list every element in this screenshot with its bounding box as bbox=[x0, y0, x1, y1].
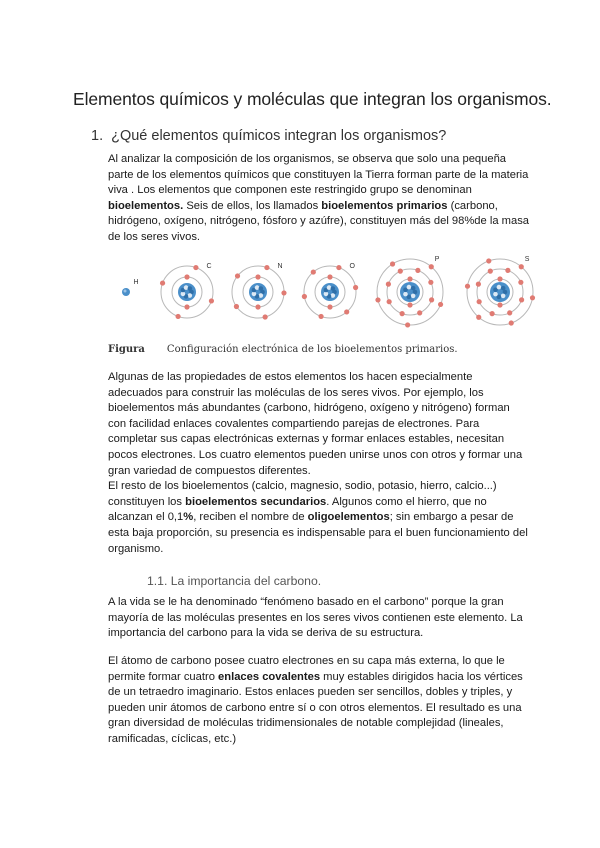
bold-term: oligoelementos bbox=[307, 511, 390, 524]
bold-term: bioelementos secundarios bbox=[185, 495, 327, 508]
text-run: (carbono, hidrógeno, oxígeno, nitrógeno, fósforo y azúfre), constituyen más del 98%de la masa de los seres vivos. bbox=[108, 199, 530, 243]
electron bbox=[353, 285, 358, 290]
nucleon bbox=[501, 294, 506, 299]
electron bbox=[476, 315, 481, 320]
electron bbox=[530, 295, 535, 300]
electron bbox=[509, 320, 514, 325]
bold-term: % bbox=[183, 511, 194, 524]
nucleon bbox=[187, 293, 192, 298]
electron bbox=[429, 264, 434, 269]
electron bbox=[160, 280, 165, 285]
electron bbox=[405, 322, 410, 327]
atom-symbol: P bbox=[434, 256, 440, 263]
text-run: Al analizar la composición de los organismos, se observa que solo una pequeña parte de los elementos químicos que constituyen la Tierra forman parte de la materia viva . Los elementos que componen este restringido grupo se denominan bbox=[108, 153, 529, 197]
electron bbox=[255, 304, 260, 309]
electron bbox=[234, 304, 239, 309]
electron bbox=[518, 280, 523, 285]
electron bbox=[255, 274, 260, 279]
electron-configuration-figure bbox=[108, 252, 548, 332]
electron bbox=[386, 282, 391, 287]
electron bbox=[263, 314, 268, 319]
bold-term: enlaces covalentes bbox=[218, 670, 321, 683]
electron bbox=[465, 284, 470, 289]
electron bbox=[318, 314, 323, 319]
text-run: Seis de ellos, los llamados bbox=[183, 199, 322, 212]
text-run: El átomo de carbono posee cuatro electrones en su capa más externa, lo que le permite formar cuatro bbox=[108, 655, 505, 683]
electron bbox=[311, 269, 316, 274]
electron bbox=[398, 269, 403, 274]
text-run: Algunas de las propiedades de estos elementos los hacen especialmente adecuados para construir las moléculas de los seres vivos. Por ejemplo, los bioelementos más abundantes (carbono, hidrógeno, oxígeno y nitrógeno) forman con facilidad enlaces covalentes compartiendo parejas de electrones. Para completar sus capas electrónicas externas y formar enlaces estables, necesitan pocos electrones. Los cuatro elementos pueden unirse unos con otros y formar una gran variedad de compuestos diferentes. bbox=[108, 371, 523, 477]
electron bbox=[387, 299, 392, 304]
atom-symbol: S bbox=[524, 256, 530, 263]
atom-C bbox=[160, 263, 214, 319]
electron bbox=[505, 268, 510, 273]
electron bbox=[193, 265, 198, 270]
nucleon bbox=[184, 285, 189, 290]
bold-term: bioelementos. bbox=[108, 199, 184, 212]
text-run: El resto de los bioelementos (calcio, magnesio, sodio, potasio, hierro, calcio...) constituyen los bbox=[108, 480, 497, 508]
electron bbox=[281, 290, 286, 295]
electron bbox=[429, 297, 434, 302]
nucleon bbox=[501, 286, 506, 291]
subsection-heading: 1.1. La importancia del carbono. bbox=[147, 574, 322, 588]
electron bbox=[486, 258, 491, 263]
electron bbox=[336, 265, 341, 270]
nucleon bbox=[331, 286, 336, 291]
section-heading bbox=[91, 128, 446, 144]
nucleon bbox=[181, 292, 186, 297]
electron bbox=[400, 311, 405, 316]
nucleon bbox=[411, 294, 416, 299]
nucleon bbox=[124, 290, 127, 293]
section-heading-text: ¿Qué elementos químicos integran los organismos? bbox=[111, 128, 447, 144]
electron bbox=[438, 302, 443, 307]
electron bbox=[327, 304, 332, 309]
electron bbox=[302, 294, 307, 299]
electron bbox=[415, 268, 420, 273]
atom-symbol: O bbox=[349, 263, 355, 270]
figure-caption-text: Configuración electrónica de los bioelementos primarios. bbox=[166, 344, 458, 355]
atom-symbol: C bbox=[206, 263, 212, 270]
electron bbox=[507, 310, 512, 315]
electron bbox=[327, 274, 332, 279]
electron bbox=[476, 282, 481, 287]
nucleon bbox=[327, 285, 332, 290]
atom-symbol: H bbox=[133, 279, 139, 286]
electron bbox=[390, 261, 395, 266]
electron bbox=[519, 297, 524, 302]
nucleon bbox=[493, 292, 498, 297]
atom-N bbox=[232, 263, 287, 320]
text-run: ; sin embargo a pesar de esta baja proporción, su presencia es indispensable para el buen funcionamiento del organismo. bbox=[108, 511, 528, 555]
nucleon bbox=[497, 285, 502, 290]
text-run: , reciben el nombre de bbox=[193, 511, 308, 524]
nucleon bbox=[188, 286, 193, 291]
electron bbox=[407, 276, 412, 281]
electron bbox=[417, 310, 422, 315]
nucleon bbox=[252, 292, 257, 297]
page-title: Elementos químicos y moléculas que integran los organismos. bbox=[73, 89, 552, 109]
atom-O bbox=[302, 263, 358, 319]
electron bbox=[488, 269, 493, 274]
electron bbox=[497, 276, 502, 281]
text-run: . Algunos como el hierro, que no alcanzan el 0,1 bbox=[108, 495, 487, 524]
nucleon bbox=[324, 292, 329, 297]
nucleon bbox=[411, 286, 416, 291]
electron bbox=[497, 302, 502, 307]
nucleon bbox=[258, 293, 263, 298]
figure-caption bbox=[108, 344, 458, 355]
nucleon bbox=[407, 285, 412, 290]
electron bbox=[175, 314, 180, 319]
nucleon bbox=[403, 292, 408, 297]
electron bbox=[519, 264, 524, 269]
electron bbox=[428, 280, 433, 285]
electron bbox=[490, 311, 495, 316]
atom-S bbox=[465, 256, 535, 326]
paragraph-atomo-carbono bbox=[108, 654, 530, 748]
electron bbox=[209, 298, 214, 303]
nucleon bbox=[255, 285, 260, 290]
nucleon bbox=[330, 293, 335, 298]
electron bbox=[477, 299, 482, 304]
text-run: muy estables dirigidos hacia los vértices de un tetraedro imaginario. Estos enlaces pueden ser sencillos, dobles y triples, y pueden unir átomos de carbono entre sí o con otros elementos. El resultado es una gran diversidad de moléculas tridimensionales de notable complejidad (lineales, ramificadas, cíclicas, etc.) bbox=[108, 670, 523, 745]
electron bbox=[235, 273, 240, 278]
figure-label: Figura bbox=[108, 344, 145, 355]
bold-term: bioelementos primarios bbox=[321, 199, 448, 212]
atom-P bbox=[375, 256, 443, 328]
electron bbox=[184, 274, 189, 279]
nucleon bbox=[259, 286, 264, 291]
section-number: 1. bbox=[91, 128, 104, 144]
atom-H bbox=[122, 279, 139, 296]
electron bbox=[184, 304, 189, 309]
paragraph-propiedades bbox=[108, 370, 530, 557]
atom-symbol: N bbox=[277, 263, 283, 270]
paragraph-bioelementos bbox=[108, 152, 530, 246]
paragraph-carbono-vida: A la vida se le ha denominado “fenómeno basado en el carbono” porque la gran mayoría de las moléculas presentes en los seres vivos contienen este elemento. La importancia del carbono para la vida se deriva de su estructura. bbox=[108, 596, 523, 640]
electron bbox=[264, 265, 269, 270]
electron bbox=[344, 309, 349, 314]
electron bbox=[407, 302, 412, 307]
electron bbox=[375, 297, 380, 302]
